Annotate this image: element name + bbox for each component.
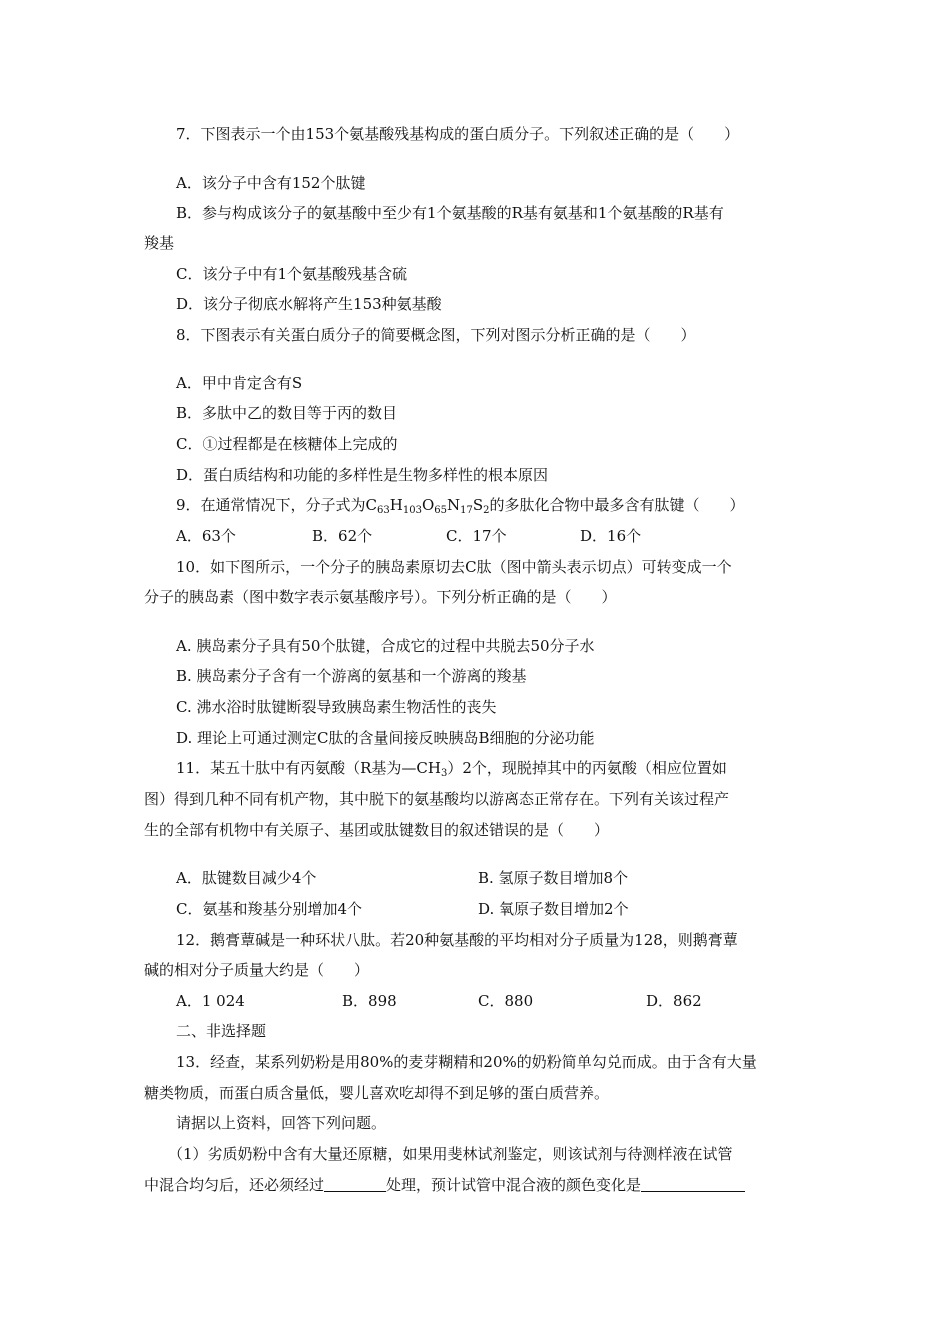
q10-option-a: A. 胰岛素分子具有50个肽键，合成它的过程中共脱去50分子水 xyxy=(176,637,595,655)
q12-stem-line2: 碱的相对分子质量大约是（ ） xyxy=(144,961,370,979)
q11-option-d: D. 氧原子数目增加2个 xyxy=(478,900,629,918)
q12-option-b: B．898 xyxy=(342,992,397,1010)
q10-stem-line2: 分子的胰岛素（图中数字表示氨基酸序号）。下列分析正确的是（ ） xyxy=(144,588,617,606)
q11-stem-line2: 图）得到几种不同有机产物，其中脱下的氨基酸均以游离态正常存在。下列有关该过程产 xyxy=(144,790,730,808)
q7-stem: 7．下图表示一个由153个氨基酸残基构成的蛋白质分子。下列叙述正确的是（ ） xyxy=(176,125,740,143)
q8-option-b: B．多肽中乙的数目等于丙的数目 xyxy=(176,404,398,422)
q7-option-b-line2: 羧基 xyxy=(144,234,175,252)
q13-stem-line1: 13．经查，某系列奶粉是用80%的麦芽糊精和20%的奶粉简单勾兑而成。由于含有大量 xyxy=(176,1053,757,1071)
q7-option-b-line1: B．参与构成该分子的氨基酸中至少有1个氨基酸的R基有氨基和1个氨基酸的R基有 xyxy=(176,204,724,222)
q7-option-a: A．该分子中含有152个肽键 xyxy=(176,174,366,192)
q13-part1-line2: 中混合均匀后，还必须经过 处理，预计试管中混合液的颜色变化是 xyxy=(144,1175,745,1195)
q12-option-d: D．862 xyxy=(646,992,702,1010)
q10-option-c: C. 沸水浴时肽键断裂导致胰岛素生物活性的丧失 xyxy=(176,698,497,716)
answer-blank-2[interactable] xyxy=(641,1177,745,1192)
q9-option-b: B．62个 xyxy=(312,527,373,545)
q9-option-d: D．16个 xyxy=(580,527,642,545)
q11-option-a: A．肽键数目减少4个 xyxy=(176,869,317,887)
q9-formula: $C_{63}H_{103}O_{65}N_{17}S_2$ xyxy=(365,496,490,516)
q9-option-c: C．17个 xyxy=(446,527,507,545)
q8-option-c: C．①过程都是在核糖体上完成的 xyxy=(176,435,398,453)
q9-option-a: A．63个 xyxy=(176,527,236,545)
q10-stem-line1: 10．如下图所示，一个分子的胰岛素原切去C肽（图中箭头表示切点）可转变成一个 xyxy=(176,558,732,576)
q8-option-d: D．蛋白质结构和功能的多样性是生物多样性的根本原因 xyxy=(176,466,549,484)
q10-option-b: B. 胰岛素分子含有一个游离的氨基和一个游离的羧基 xyxy=(176,667,527,685)
q9-stem: 9．在通常情况下，分子式为$C_{63}H_{103}O_{65}N_{17}S_2$的多肽化合物中最多含有肽键（ ） xyxy=(176,496,745,516)
q12-stem-line1: 12．鹅膏蕈碱是一种环状八肽。若20种氨基酸的平均相对分子质量为128，则鹅膏蕈 xyxy=(176,931,738,949)
q12-option-a: A．1 024 xyxy=(176,992,245,1010)
q7-option-c: C．该分子中有1个氨基酸残基含硫 xyxy=(176,265,408,283)
q13-part1-line1: （1）劣质奶粉中含有大量还原糖，如果用斐林试剂鉴定，则该试剂与待测样液在试管 xyxy=(168,1145,733,1163)
q11-option-c: C．氨基和羧基分别增加4个 xyxy=(176,900,363,918)
q11-stem-line1: 11．某五十肽中有丙氨酸（R基为$—CH_3)2$个，现脱掉其中的丙氨酸（相应位置如 xyxy=(176,759,727,779)
q11-stem-line3: 生的全部有机物中有关原子、基团或肽键数目的叙述错误的是（ ） xyxy=(144,821,610,839)
q13-stem-line2: 糖类物质，而蛋白质含量低，婴儿喜欢吃却得不到足够的蛋白质营养。 xyxy=(144,1084,610,1102)
q7-option-d: D．该分子彻底水解将产生153种氨基酸 xyxy=(176,295,442,313)
q10-option-d: D. 理论上可通过测定C肽的含量间接反映胰岛B细胞的分泌功能 xyxy=(176,729,595,747)
q8-option-a: A．甲中肯定含有S xyxy=(176,374,303,392)
answer-blank-1[interactable] xyxy=(324,1177,386,1192)
q11-option-b: B. 氢原子数目增加8个 xyxy=(478,869,629,887)
q13-prompt: 请据以上资料，回答下列问题。 xyxy=(176,1114,387,1132)
q8-stem: 8．下图表示有关蛋白质分子的简要概念图，下列对图示分析正确的是（ ） xyxy=(176,326,696,344)
q12-option-c: C．880 xyxy=(478,992,534,1010)
section-heading-nonchoice: 二、非选择题 xyxy=(176,1022,267,1040)
